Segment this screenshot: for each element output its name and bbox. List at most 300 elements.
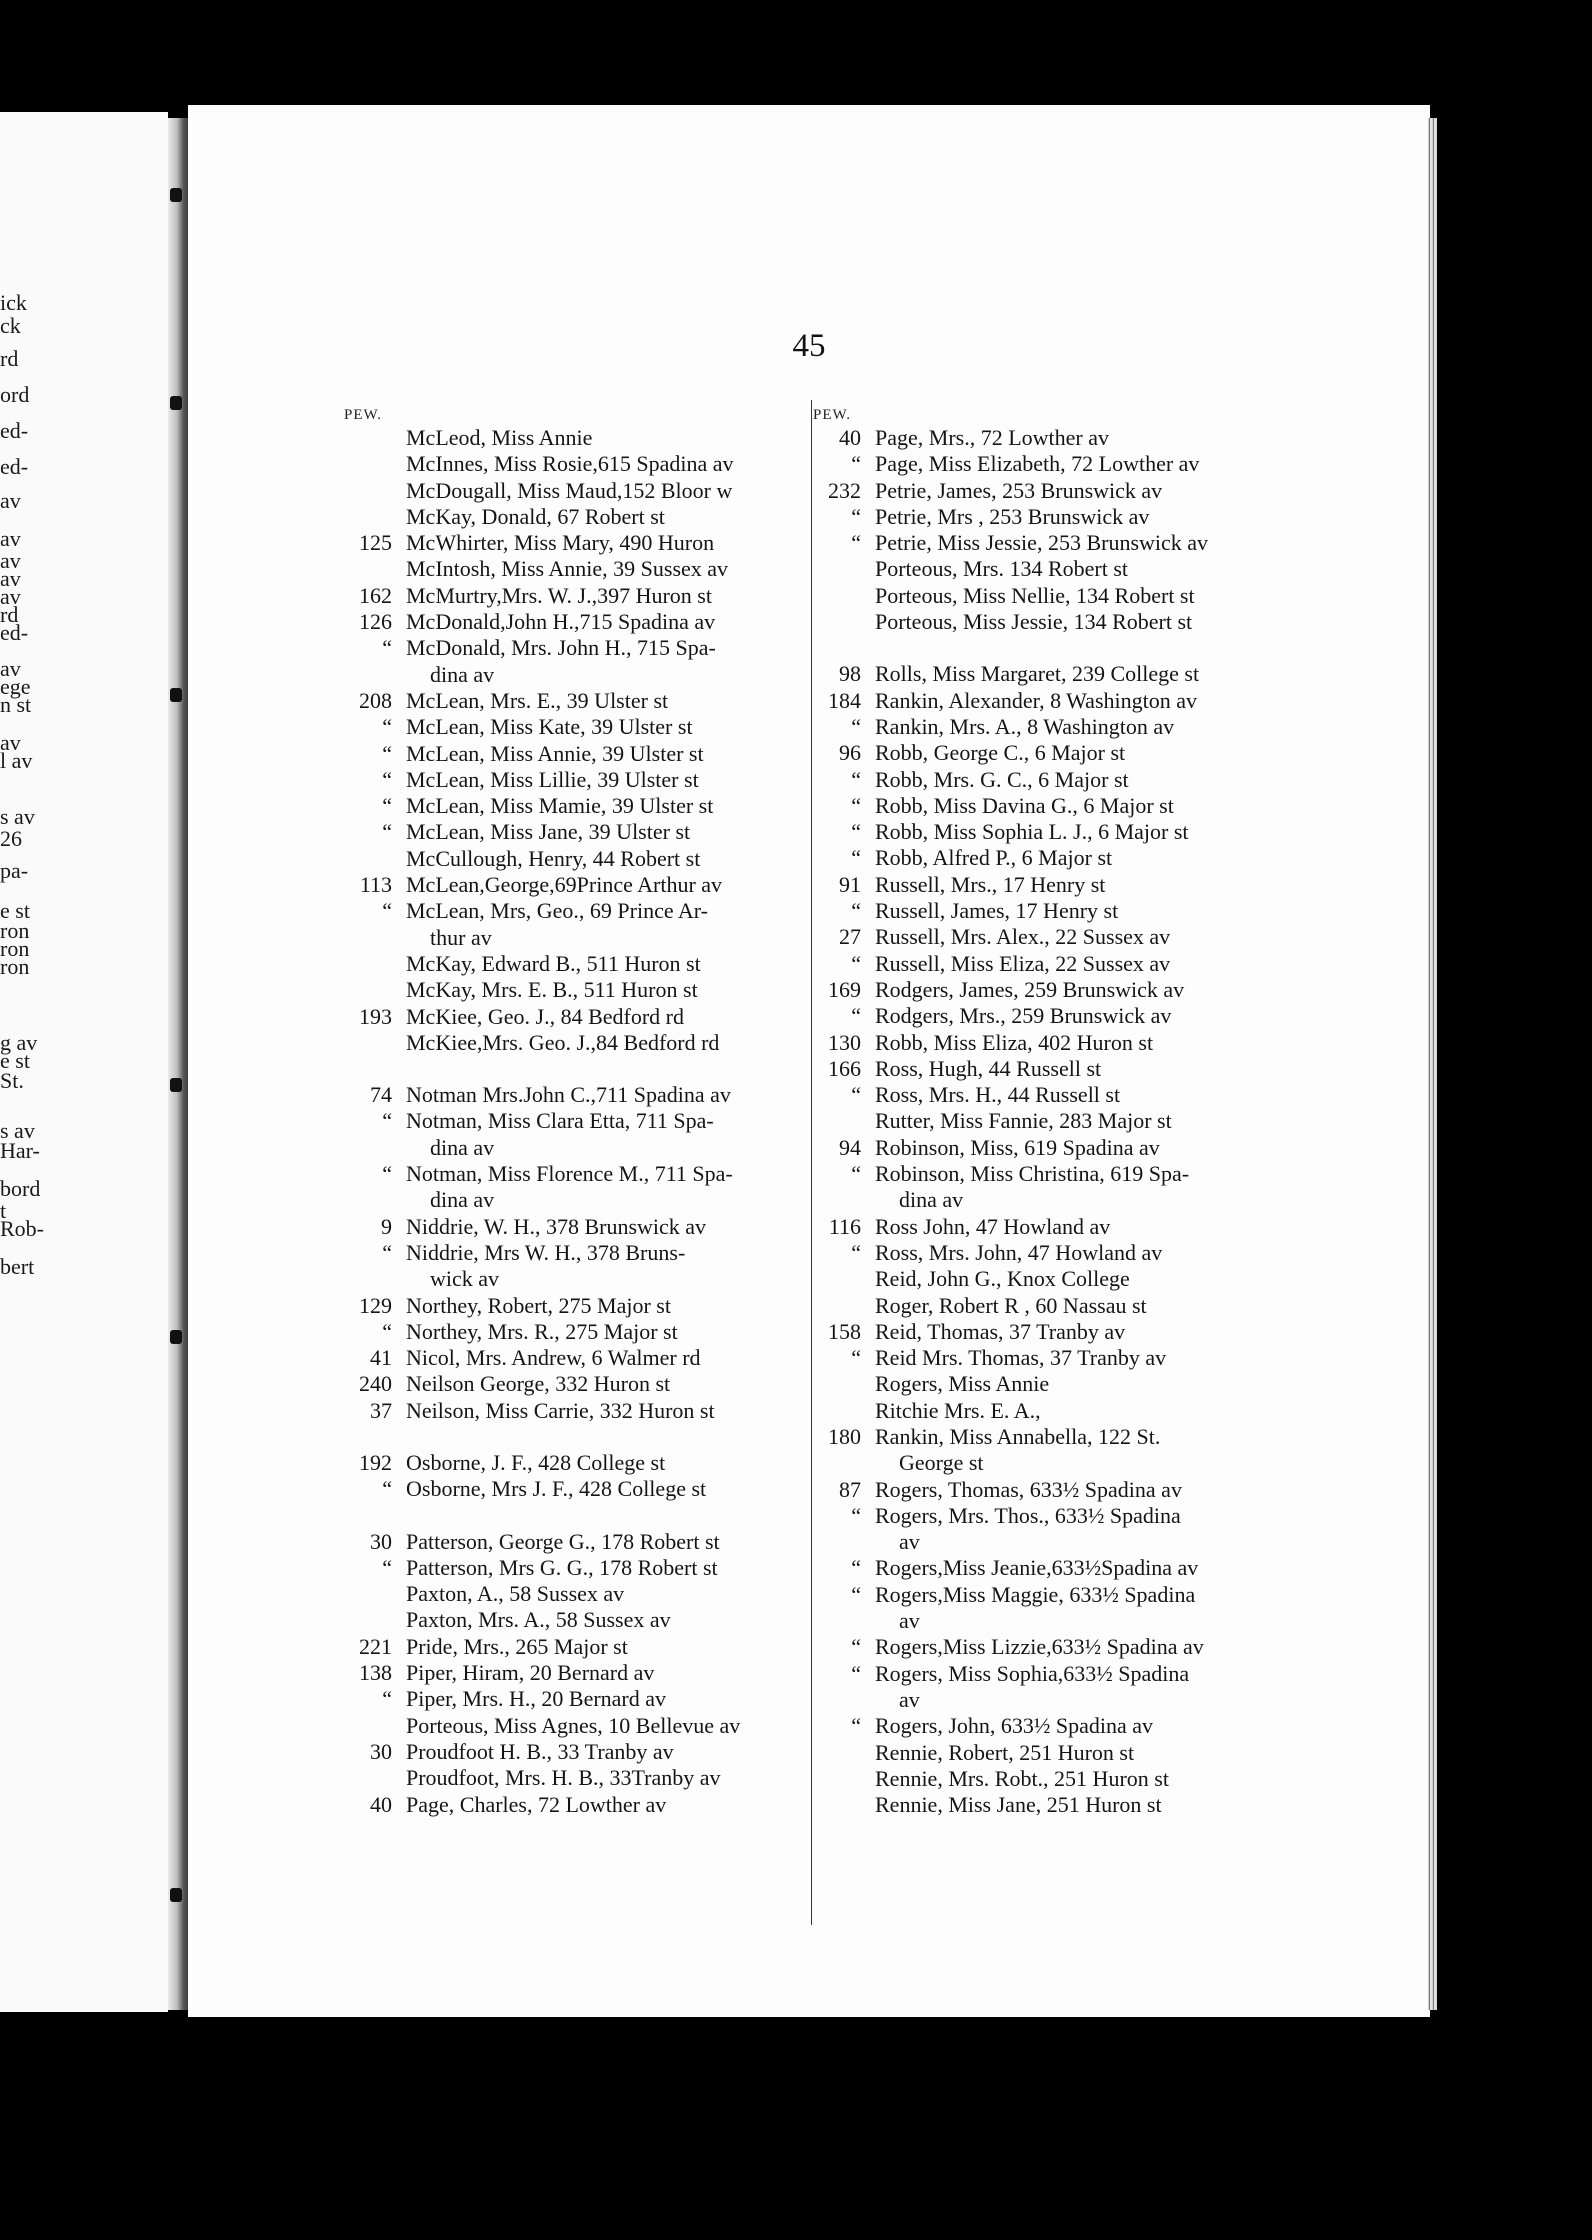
entry-text: Rogers,Miss Jeanie,633½Spadina av xyxy=(875,1555,1199,1581)
directory-entry xyxy=(813,1108,1208,1134)
pew-number: “ xyxy=(851,1634,861,1660)
entry-text: McKay, Donald, 67 Robert st xyxy=(406,503,665,529)
entry-text: McLean, Mrs, Geo., 69 Prince Ar- xyxy=(406,898,708,924)
facing-page-fragment: e st xyxy=(0,1048,30,1073)
entry-text: Robinson, Miss, 619 Spadina av xyxy=(875,1134,1160,1160)
pew-number: 9 xyxy=(381,1213,392,1239)
pew-number: “ xyxy=(851,1161,861,1187)
directory-entry xyxy=(813,1555,1208,1581)
entry-text: Pride, Mrs., 265 Major st xyxy=(406,1633,628,1659)
pew-number: 116 xyxy=(828,1213,861,1239)
directory-entry xyxy=(813,767,1208,793)
directory-entry xyxy=(344,1555,740,1581)
pew-number: 126 xyxy=(359,609,392,635)
directory-entry xyxy=(344,951,740,977)
directory-entry xyxy=(813,1082,1208,1108)
entry-text: Reid Mrs. Thomas, 37 Tranby av xyxy=(875,1345,1167,1371)
pew-number: 40 xyxy=(839,425,861,450)
entry-text: Russell, Mrs., 17 Henry st xyxy=(875,871,1106,897)
facing-page-text xyxy=(0,112,168,2012)
entry-continuation: av xyxy=(899,1686,920,1712)
pew-number: “ xyxy=(382,714,392,740)
entry-text: McDonald, Mrs. John H., 715 Spa- xyxy=(406,635,716,661)
facing-page-fragment: ron xyxy=(0,936,30,961)
directory-entry xyxy=(813,1187,1208,1213)
directory-entry xyxy=(813,478,1208,504)
directory-entry xyxy=(813,1345,1208,1371)
entry-text: McLean, Miss Mamie, 39 Ulster st xyxy=(406,793,714,819)
entry-text: McLean,George,69Prince Arthur av xyxy=(406,872,723,898)
entry-text: Rogers, Miss Annie xyxy=(875,1371,1050,1397)
column-divider xyxy=(811,400,812,1925)
directory-entry xyxy=(344,1108,740,1134)
entry-text: Rogers, Miss Sophia,633½ Spadina xyxy=(875,1660,1190,1686)
entry-text: McDonald,John H.,715 Spadina av xyxy=(406,609,716,635)
entry-text: Rankin, Alexander, 8 Washington av xyxy=(875,687,1197,713)
pew-number: “ xyxy=(851,1003,861,1029)
facing-page-fragment: ron xyxy=(0,954,30,979)
entry-text: Reid, Thomas, 37 Tranby av xyxy=(875,1318,1126,1344)
pew-number xyxy=(813,1450,875,1476)
page-stack-edge xyxy=(1428,118,1437,2010)
pew-number: “ xyxy=(851,1345,861,1371)
entry-text: Niddrie, W. H., 378 Brunswick av xyxy=(406,1213,707,1239)
pew-number: “ xyxy=(851,1660,861,1686)
directory-entry xyxy=(813,1687,1208,1713)
directory-entry xyxy=(813,1503,1208,1529)
entry-text: Neilson, Miss Carrie, 332 Huron st xyxy=(406,1397,715,1423)
pew-number xyxy=(813,1740,875,1766)
pew-number: 37 xyxy=(370,1397,392,1423)
directory-entry xyxy=(344,504,740,530)
directory-entry xyxy=(344,1214,740,1240)
entry-continuation: dina av xyxy=(430,1134,495,1160)
pew-column-right xyxy=(813,405,1208,1818)
pew-number: 27 xyxy=(839,924,861,950)
entry-text: Proudfoot, Mrs. H. B., 33Tranby av xyxy=(406,1765,721,1791)
pew-number: “ xyxy=(851,792,861,818)
pew-number: 158 xyxy=(828,1318,861,1344)
directory-entry xyxy=(813,1056,1208,1082)
pew-number xyxy=(344,1135,406,1161)
entry-text: Robb, Miss Davina G., 6 Major st xyxy=(875,792,1174,818)
pew-number: 40 xyxy=(370,1791,392,1817)
pew-number: “ xyxy=(382,1161,392,1187)
entry-text: Niddrie, Mrs W. H., 378 Bruns- xyxy=(406,1239,686,1265)
entry-text: Osborne, Mrs J. F., 428 College st xyxy=(406,1476,707,1502)
directory-entry xyxy=(813,714,1208,740)
pew-number: 41 xyxy=(370,1345,392,1371)
directory-entry xyxy=(813,898,1208,924)
entry-text: McLean, Miss Kate, 39 Ulster st xyxy=(406,714,693,740)
pew-number xyxy=(344,504,406,530)
entry-text: Rankin, Miss Annabella, 122 St. xyxy=(875,1423,1161,1449)
pew-number: “ xyxy=(382,819,392,845)
entry-text: Porteous, Miss Agnes, 10 Bellevue av xyxy=(406,1712,741,1738)
directory-entry xyxy=(344,741,740,767)
pew-number: “ xyxy=(851,819,861,845)
facing-page-fragment: av xyxy=(0,548,21,573)
pew-number: “ xyxy=(851,1581,861,1607)
directory-entry xyxy=(813,1582,1208,1608)
pew-number xyxy=(813,583,875,609)
pew-number: 94 xyxy=(839,1134,861,1160)
entry-text: Rolls, Miss Margaret, 239 College st xyxy=(875,661,1200,687)
pew-number: “ xyxy=(851,1239,861,1265)
facing-page-fragment: av xyxy=(0,656,21,681)
facing-page-fragment: av xyxy=(0,566,21,591)
directory-entry xyxy=(344,1713,740,1739)
pew-number: “ xyxy=(382,740,392,766)
directory-entry xyxy=(344,530,740,556)
pew-number: “ xyxy=(382,898,392,924)
entry-text: Petrie, Mrs , 253 Brunswick av xyxy=(875,503,1150,529)
binding-stitch xyxy=(170,1078,182,1092)
directory-entry xyxy=(813,872,1208,898)
pew-number: “ xyxy=(851,1713,861,1739)
pew-number: “ xyxy=(382,793,392,819)
directory-entry xyxy=(813,1135,1208,1161)
pew-number: 30 xyxy=(370,1528,392,1554)
directory-entry xyxy=(813,1293,1208,1319)
facing-page-fragment: t xyxy=(0,1198,7,1223)
directory-entry xyxy=(344,1345,740,1371)
pew-number xyxy=(813,556,875,582)
directory-entry xyxy=(813,951,1208,977)
entry-text: Russell, James, 17 Henry st xyxy=(875,898,1119,924)
pew-number: “ xyxy=(382,766,392,792)
directory-entry xyxy=(344,767,740,793)
pew-number xyxy=(344,451,406,477)
entry-text: Roger, Robert R , 60 Nassau st xyxy=(875,1292,1147,1318)
entry-text: Rankin, Mrs. A., 8 Washington av xyxy=(875,713,1175,739)
facing-page-fragment: ck xyxy=(0,313,21,338)
entry-text: McKiee, Geo. J., 84 Bedford rd xyxy=(406,1003,684,1029)
entry-text: Ross, Mrs. John, 47 Howland av xyxy=(875,1239,1163,1265)
entry-list xyxy=(813,425,1208,1818)
entry-text: McKiee,Mrs. Geo. J.,84 Bedford rd xyxy=(406,1029,720,1055)
pew-number xyxy=(344,478,406,504)
facing-page-fragment: ege xyxy=(0,674,31,699)
pew-number: 96 xyxy=(839,740,861,766)
directory-entry xyxy=(344,688,740,714)
entry-text: McMurtry,Mrs. W. J.,397 Huron st xyxy=(406,582,712,608)
entry-text: Robb, Mrs. G. C., 6 Major st xyxy=(875,766,1129,792)
directory-entry xyxy=(813,425,1208,451)
pew-number: 125 xyxy=(359,530,392,556)
entry-text: Porteous, Miss Nellie, 134 Robert st xyxy=(875,582,1195,608)
directory-entry xyxy=(344,1529,740,1555)
directory-entry xyxy=(344,1476,740,1502)
pew-number: “ xyxy=(851,898,861,924)
pew-number xyxy=(813,1398,875,1424)
pew-number: 30 xyxy=(370,1738,392,1764)
pew-number xyxy=(813,1687,875,1713)
directory-entry xyxy=(813,583,1208,609)
entry-text: Paxton, A., 58 Sussex av xyxy=(406,1581,625,1607)
directory-entry xyxy=(813,1319,1208,1345)
facing-page-fragment: 26 xyxy=(0,826,22,851)
directory-page xyxy=(188,105,1430,2017)
facing-page-fragment: av xyxy=(0,488,21,513)
entry-text: McLeod, Miss Annie xyxy=(406,425,593,450)
entry-continuation: av xyxy=(899,1529,920,1555)
facing-page-fragment: bord xyxy=(0,1176,41,1201)
facing-page-fragment: ed- xyxy=(0,620,29,645)
entry-text: McCullough, Henry, 44 Robert st xyxy=(406,845,701,871)
facing-page-fragment: av xyxy=(0,526,21,551)
directory-entry xyxy=(813,451,1208,477)
entry-continuation: dina av xyxy=(430,661,495,687)
pew-number: 240 xyxy=(359,1371,392,1397)
directory-entry xyxy=(813,1450,1208,1476)
pew-number: “ xyxy=(851,530,861,556)
entry-text: Rogers, Thomas, 633½ Spadina av xyxy=(875,1476,1182,1502)
facing-page-fragment: ord xyxy=(0,382,30,407)
directory-entry xyxy=(344,898,740,924)
entry-text: Patterson, Mrs G. G., 178 Robert st xyxy=(406,1554,718,1580)
pew-number: 138 xyxy=(359,1660,392,1686)
directory-entry xyxy=(344,1792,740,1818)
facing-page-fragment: ron xyxy=(0,918,30,943)
directory-entry xyxy=(813,1371,1208,1397)
entry-text: Robb, Alfred P., 6 Major st xyxy=(875,845,1113,871)
pew-number: “ xyxy=(851,845,861,871)
entry-text: Ross John, 47 Howland av xyxy=(875,1213,1111,1239)
pew-number xyxy=(344,1765,406,1791)
entry-list xyxy=(344,425,740,1818)
directory-entry xyxy=(813,504,1208,530)
facing-page-fragment: bert xyxy=(0,1254,35,1279)
pew-number xyxy=(813,1529,875,1555)
entry-text: Porteous, Miss Jessie, 134 Robert st xyxy=(875,609,1193,635)
entry-text: Robb, Miss Eliza, 402 Huron st xyxy=(875,1029,1154,1055)
pew-number: 193 xyxy=(359,1003,392,1029)
pew-number: 221 xyxy=(359,1633,392,1659)
entry-text: Piper, Mrs. H., 20 Bernard av xyxy=(406,1686,667,1712)
entry-text: Russell, Miss Eliza, 22 Sussex av xyxy=(875,950,1171,976)
pew-number xyxy=(344,1266,406,1292)
entry-text: Petrie, James, 253 Brunswick av xyxy=(875,477,1163,503)
pew-number xyxy=(813,1792,875,1818)
pew-number: 113 xyxy=(359,872,392,898)
pew-number: “ xyxy=(382,635,392,661)
directory-entry xyxy=(813,1713,1208,1739)
directory-entry xyxy=(344,793,740,819)
directory-entry xyxy=(344,1030,740,1056)
facing-page-fragment: av xyxy=(0,730,21,755)
pew-number xyxy=(344,662,406,688)
directory-entry xyxy=(344,662,740,688)
entry-text: Robb, Miss Sophia L. J., 6 Major st xyxy=(875,819,1189,845)
entry-text: Rogers, Mrs. Thos., 633½ Spadina xyxy=(875,1502,1181,1528)
directory-entry xyxy=(344,1082,740,1108)
entry-text: Proudfoot H. B., 33 Tranby av xyxy=(406,1738,674,1764)
directory-entry xyxy=(813,1240,1208,1266)
directory-entry xyxy=(813,1424,1208,1450)
directory-entry xyxy=(813,1266,1208,1292)
directory-entry xyxy=(813,1529,1208,1555)
entry-text: Russell, Mrs. Alex., 22 Sussex av xyxy=(875,924,1171,950)
pew-number xyxy=(813,1371,875,1397)
entry-text: McIntosh, Miss Annie, 39 Sussex av xyxy=(406,556,729,582)
entry-text: Nicol, Mrs. Andrew, 6 Walmer rd xyxy=(406,1345,701,1371)
entry-continuation: dina av xyxy=(430,1187,495,1213)
pew-number: “ xyxy=(382,1476,392,1502)
pew-number: 130 xyxy=(828,1029,861,1055)
entry-text: Rodgers, Mrs., 259 Brunswick av xyxy=(875,1003,1172,1029)
entry-text: Rutter, Miss Fannie, 283 Major st xyxy=(875,1108,1172,1134)
pew-number: “ xyxy=(382,1554,392,1580)
entry-text: McLean, Miss Annie, 39 Ulster st xyxy=(406,740,704,766)
facing-page-fragment: s av xyxy=(0,1118,35,1143)
directory-entry xyxy=(813,609,1208,635)
binding-stitch xyxy=(170,188,182,202)
pew-number xyxy=(344,846,406,872)
entry-text: Robinson, Miss Christina, 619 Spa- xyxy=(875,1161,1190,1187)
directory-entry xyxy=(344,1660,740,1686)
directory-entry xyxy=(813,1477,1208,1503)
directory-entry xyxy=(813,793,1208,819)
pew-number xyxy=(344,1713,406,1739)
entry-text: Ross, Mrs. H., 44 Russell st xyxy=(875,1082,1121,1108)
entry-text: Rennie, Mrs. Robt., 251 Huron st xyxy=(875,1765,1169,1791)
pew-number xyxy=(344,556,406,582)
directory-entry xyxy=(813,688,1208,714)
pew-number: “ xyxy=(851,1082,861,1108)
entry-text: McKay, Mrs. E. B., 511 Huron st xyxy=(406,977,698,1003)
pew-number: “ xyxy=(851,1502,861,1528)
entry-text: McLean, Miss Lillie, 39 Ulster st xyxy=(406,766,699,792)
pew-number: 192 xyxy=(359,1449,392,1475)
directory-entry xyxy=(344,1240,740,1266)
directory-entry xyxy=(813,556,1208,582)
pew-number xyxy=(344,1607,406,1633)
facing-page-fragment: av xyxy=(0,584,21,609)
directory-entry xyxy=(344,1634,740,1660)
entry-text: Notman Mrs.John C.,711 Spadina av xyxy=(406,1082,731,1108)
facing-page-fragment: pa- xyxy=(0,858,29,883)
directory-entry xyxy=(344,635,740,661)
pew-header: PEW. xyxy=(813,407,852,423)
facing-page-fragment: l av xyxy=(0,748,33,773)
directory-entry xyxy=(344,1607,740,1633)
pew-number: 184 xyxy=(828,687,861,713)
directory-entry xyxy=(813,1003,1208,1029)
page-number: 45 xyxy=(792,328,826,364)
entry-text: Robb, George C., 6 Major st xyxy=(875,740,1126,766)
entry-text: McDougall, Miss Maud,152 Bloor w xyxy=(406,477,733,503)
entry-text: Paxton, Mrs. A., 58 Sussex av xyxy=(406,1607,671,1633)
directory-entry xyxy=(344,1319,740,1345)
directory-entry xyxy=(344,1765,740,1791)
entry-text: Rennie, Miss Jane, 251 Huron st xyxy=(875,1792,1162,1818)
facing-page-fragment: rd xyxy=(0,602,19,627)
directory-entry xyxy=(813,1030,1208,1056)
pew-number: “ xyxy=(851,451,861,477)
directory-entry xyxy=(813,1398,1208,1424)
directory-entry xyxy=(813,740,1208,766)
binding-stitch xyxy=(170,688,182,702)
pew-number: “ xyxy=(382,1686,392,1712)
pew-number xyxy=(813,1766,875,1792)
directory-entry xyxy=(344,977,740,1003)
pew-number: 91 xyxy=(839,871,861,897)
entry-text: Page, Charles, 72 Lowther av xyxy=(406,1791,667,1817)
directory-entry xyxy=(344,925,740,951)
directory-entry xyxy=(344,1686,740,1712)
directory-entry xyxy=(344,1581,740,1607)
entry-text: McInnes, Miss Rosie,615 Spadina av xyxy=(406,451,734,477)
pew-column-left xyxy=(344,405,740,1818)
facing-page-fragment: ed- xyxy=(0,418,29,443)
entry-text: Notman, Miss Clara Etta, 711 Spa- xyxy=(406,1108,714,1134)
directory-entry xyxy=(813,530,1208,556)
pew-number: 129 xyxy=(359,1292,392,1318)
directory-entry xyxy=(813,977,1208,1003)
facing-page-fragment: ed- xyxy=(0,454,29,479)
entry-continuation: dina av xyxy=(899,1187,964,1213)
entry-text: Northey, Mrs. R., 275 Major st xyxy=(406,1318,678,1344)
directory-entry xyxy=(813,1766,1208,1792)
facing-page-fragment: n st xyxy=(0,692,32,717)
entry-text: Neilson George, 332 Huron st xyxy=(406,1371,671,1397)
entry-text: McLean, Miss Jane, 39 Ulster st xyxy=(406,819,691,845)
facing-page-edge xyxy=(0,112,168,2012)
directory-entry xyxy=(813,1161,1208,1187)
pew-number: “ xyxy=(382,1318,392,1344)
pew-number: “ xyxy=(851,1555,861,1581)
directory-entry xyxy=(344,1739,740,1765)
pew-number xyxy=(813,1266,875,1292)
entry-text: McKay, Edward B., 511 Huron st xyxy=(406,950,701,976)
entry-text: Rennie, Robert, 251 Huron st xyxy=(875,1739,1135,1765)
pew-number xyxy=(813,1108,875,1134)
directory-entry xyxy=(344,1293,740,1319)
directory-entry xyxy=(344,478,740,504)
pew-number: 208 xyxy=(359,687,392,713)
pew-number xyxy=(344,1030,406,1056)
directory-entry xyxy=(344,1266,740,1292)
pew-number: 87 xyxy=(839,1476,861,1502)
entry-text: Rogers, John, 633½ Spadina av xyxy=(875,1713,1154,1739)
entry-text: Ritchie Mrs. E. A., xyxy=(875,1397,1041,1423)
pew-number xyxy=(344,951,406,977)
directory-entry xyxy=(344,1187,740,1213)
facing-page-fragment: g av xyxy=(0,1030,38,1055)
directory-entry xyxy=(344,872,740,898)
directory-entry xyxy=(813,1792,1208,1818)
directory-entry xyxy=(344,609,740,635)
pew-number xyxy=(813,1293,875,1319)
facing-page-fragment: e st xyxy=(0,898,30,923)
directory-entry xyxy=(344,1450,740,1476)
entry-text: Notman, Miss Florence M., 711 Spa- xyxy=(406,1161,733,1187)
directory-entry xyxy=(813,1740,1208,1766)
entry-text: Petrie, Miss Jessie, 253 Brunswick av xyxy=(875,530,1209,556)
entry-text: Page, Mrs., 72 Lowther av xyxy=(875,425,1110,450)
directory-entry xyxy=(813,1661,1208,1687)
pew-number: 169 xyxy=(828,976,861,1002)
pew-number: “ xyxy=(851,766,861,792)
directory-entry xyxy=(813,845,1208,871)
pew-number xyxy=(813,609,875,635)
pew-number: “ xyxy=(382,1239,392,1265)
entry-text: Rogers,Miss Lizzie,633½ Spadina av xyxy=(875,1634,1204,1660)
pew-number xyxy=(344,1187,406,1213)
facing-page-fragment: s av xyxy=(0,804,35,829)
directory-entry xyxy=(344,714,740,740)
